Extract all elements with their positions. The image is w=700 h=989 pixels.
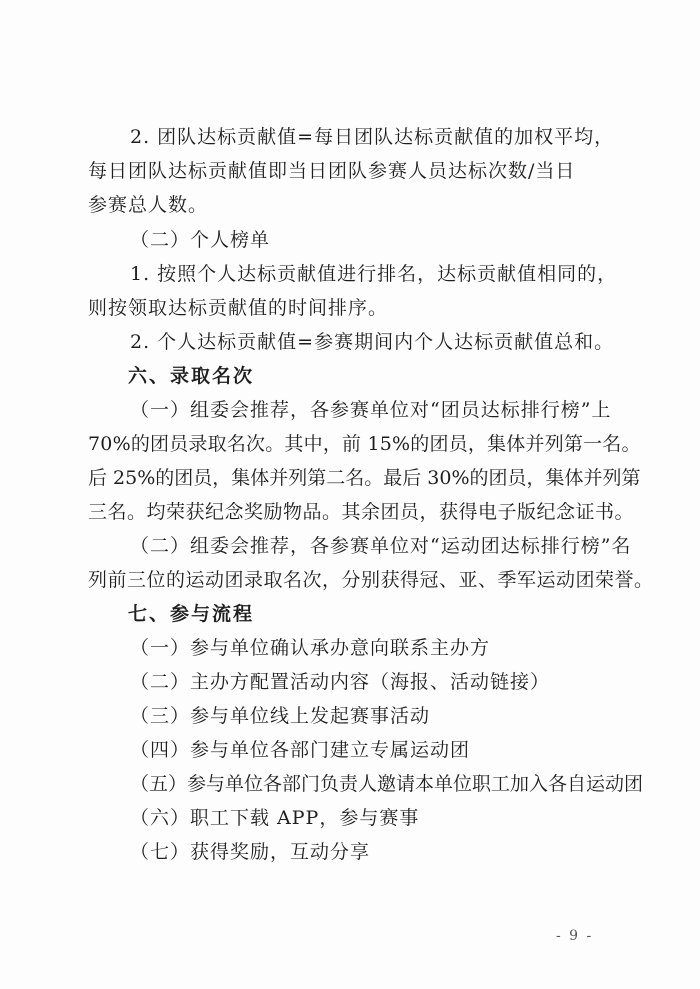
section-heading-seven: 七、参与流程	[128, 603, 255, 625]
process-step-1: （一）参与单位确认承办意向联系主办方	[130, 637, 491, 659]
process-step-2: （二）主办方配置活动内容（海报、活动链接）	[130, 671, 551, 693]
process-step-5: （五）参与单位各部门负责人邀请本单位职工加入各自运动团	[130, 773, 644, 795]
text-line-10: 70%的团员录取名次。其中，前 15%的团员，集体并列第一名。	[88, 433, 641, 455]
process-step-3: （三）参与单位线上发起赛事活动	[130, 705, 431, 727]
text-line-3: 参赛总人数。	[88, 194, 209, 216]
text-line-12: 三名。均荣获纪念奖励物品。其余团员，获得电子版纪念证书。	[88, 501, 635, 523]
page-number: - 9 -	[556, 928, 594, 944]
process-step-6: （六）职工下载 APP，参与赛事	[130, 807, 420, 829]
text-line-14: 列前三位的运动团录取名次，分别获得冠、亚、季军运动团荣誉。	[88, 569, 654, 591]
subheading-personal-ranking: （二）个人榜单	[130, 229, 271, 251]
text-line-7: 2. 个人达标贡献值=参赛期间内个人达标贡献值总和。	[130, 331, 615, 353]
process-step-4: （四）参与单位各部门建立专属运动团	[130, 739, 471, 761]
text-line-11: 后 25%的团员，集体并列第二名。最后 30%的团员，集体并列第	[88, 467, 641, 489]
text-line-13: （二）组委会推荐，各参赛单位对“运动团达标排行榜”名	[130, 535, 632, 557]
text-line-6: 则按领取达标贡献值的时间排序。	[88, 297, 389, 319]
process-step-7: （七）获得奖励，互动分享	[130, 841, 371, 863]
text-line-9: （一）组委会推荐，各参赛单位对“团员达标排行榜”上	[130, 399, 612, 421]
text-line-5: 1. 按照个人达标贡献值进行排名，达标贡献值相同的，	[130, 263, 618, 285]
text-line-2: 每日团队达标贡献值即当日团队参赛人员达标次数/当日	[88, 160, 576, 182]
text-line-1: 2. 团队达标贡献值=每日团队达标贡献值的加权平均，	[130, 126, 615, 148]
section-heading-six: 六、录取名次	[128, 365, 255, 387]
